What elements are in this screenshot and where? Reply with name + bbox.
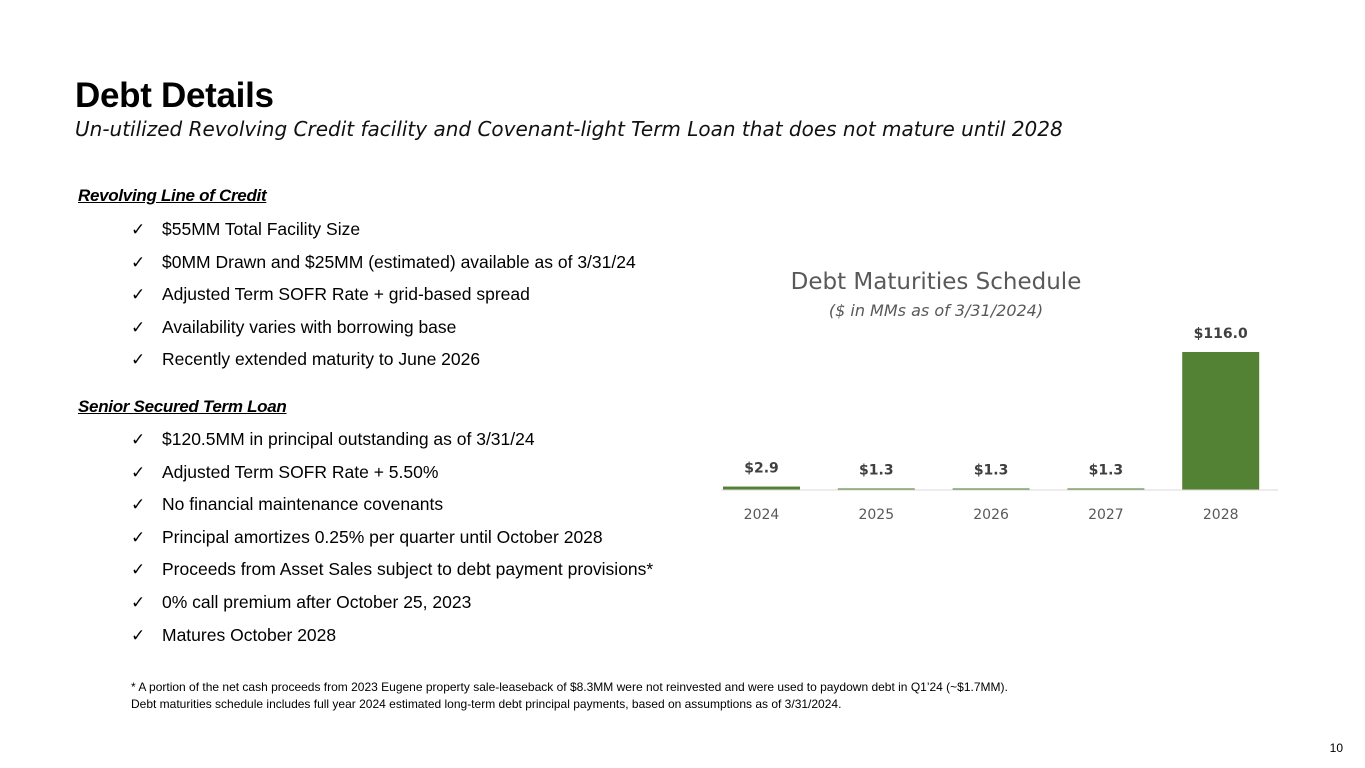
x-tick-label-2025: 2025 [858,507,895,523]
term-loan-list [131,423,653,651]
checkmark-icon: ✓ [131,220,146,240]
checkmark-icon: ✓ [131,317,146,338]
page-subtitle: Un-utilized Revolving Credit facility and Covenant-light Term Loan that does not mature until 2028 [75,117,1063,141]
bullet-text: Matures October 2028 [162,624,337,645]
x-tick-label-2027: 2027 [1088,507,1124,523]
revolver-heading: Revolving Line of Credit [78,186,267,205]
x-tick-label-2024: 2024 [743,507,780,523]
checkmark-icon: ✓ [131,430,146,450]
data-label-2026: $1.3 [973,462,1009,479]
bullet-text: Principal amortizes 0.25% per quarter until October 2028 [162,526,603,547]
checkmark-icon: ✓ [131,462,146,483]
checkmark-icon: ✓ [131,592,146,613]
bullet-text: Adjusted Term SOFR Rate + grid-based spread [162,284,530,305]
bullet-item [131,456,653,489]
bullet-item [131,619,653,652]
revolver-list [131,213,636,376]
bullet-text: $55MM Total Facility Size [162,219,361,239]
data-label-2025: $1.3 [859,462,894,479]
bullet-item [131,521,653,554]
footnotes [131,679,1008,713]
bullet-item [131,213,636,246]
bullet-text: $120.5MM in principal outstanding as of 3/31/24 [162,429,535,449]
bullet-text: Recently extended maturity to June 2026 [162,349,481,370]
x-tick-label-2026: 2026 [973,507,1009,523]
bullet-item [131,553,653,586]
bullet-text: Adjusted Term SOFR Rate + 5.50% [162,461,439,482]
data-label-2028: $116.0 [1193,326,1248,342]
bullet-text: No financial maintenance covenants [162,494,444,515]
bullet-text: 0% call premium after October 25, 2023 [162,591,472,612]
bullet-text: Proceeds from Asset Sales subject to debt payment provisions* [162,559,654,580]
checkmark-icon: ✓ [131,350,146,371]
footnote-2: Debt maturities schedule includes full year 2024 estimated long-term debt principal payments, based on assumptions as of 3/31/2024. [131,697,842,711]
bullet-item [131,278,636,311]
checkmark-icon: ✓ [131,560,146,581]
footnote-1: * A portion of the net cash proceeds from 2023 Eugene property sale-leaseback of $8.3MM were not reinvested and were used to paydown debt in Q1’24 (~$1.7MM). [131,680,1008,694]
x-tick-label-2028: 2028 [1202,507,1239,523]
bullet-item [131,488,653,521]
checkmark-icon: ✓ [131,495,146,516]
bullet-item [131,311,636,344]
bar-2028 [1182,352,1259,490]
checkmark-icon: ✓ [131,527,146,548]
bullet-item [131,586,653,619]
term-loan-heading: Senior Secured Term Loan [78,397,287,416]
page-title: Debt Details [75,76,274,115]
page-number: 10 [1329,741,1343,755]
bullet-item [131,423,653,456]
bar-2024 [723,487,800,490]
data-label-2024: $2.9 [744,460,779,477]
checkmark-icon: ✓ [131,285,146,306]
bullet-text: $0MM Drawn and $25MM (estimated) available as of 3/31/24 [162,251,636,272]
chart-title: Debt Maturities Schedule [790,269,1082,295]
data-label-2027: $1.3 [1088,462,1124,479]
checkmark-icon: ✓ [131,252,146,273]
checkmark-icon: ✓ [131,625,146,646]
debt-maturities-chart [700,255,1290,545]
bullet-item [131,343,636,376]
bullet-text: Availability varies with borrowing base [162,316,457,337]
chart-subtitle: ($ in MMs as of 3/31/2024) [828,301,1044,320]
bullet-item [131,246,636,279]
